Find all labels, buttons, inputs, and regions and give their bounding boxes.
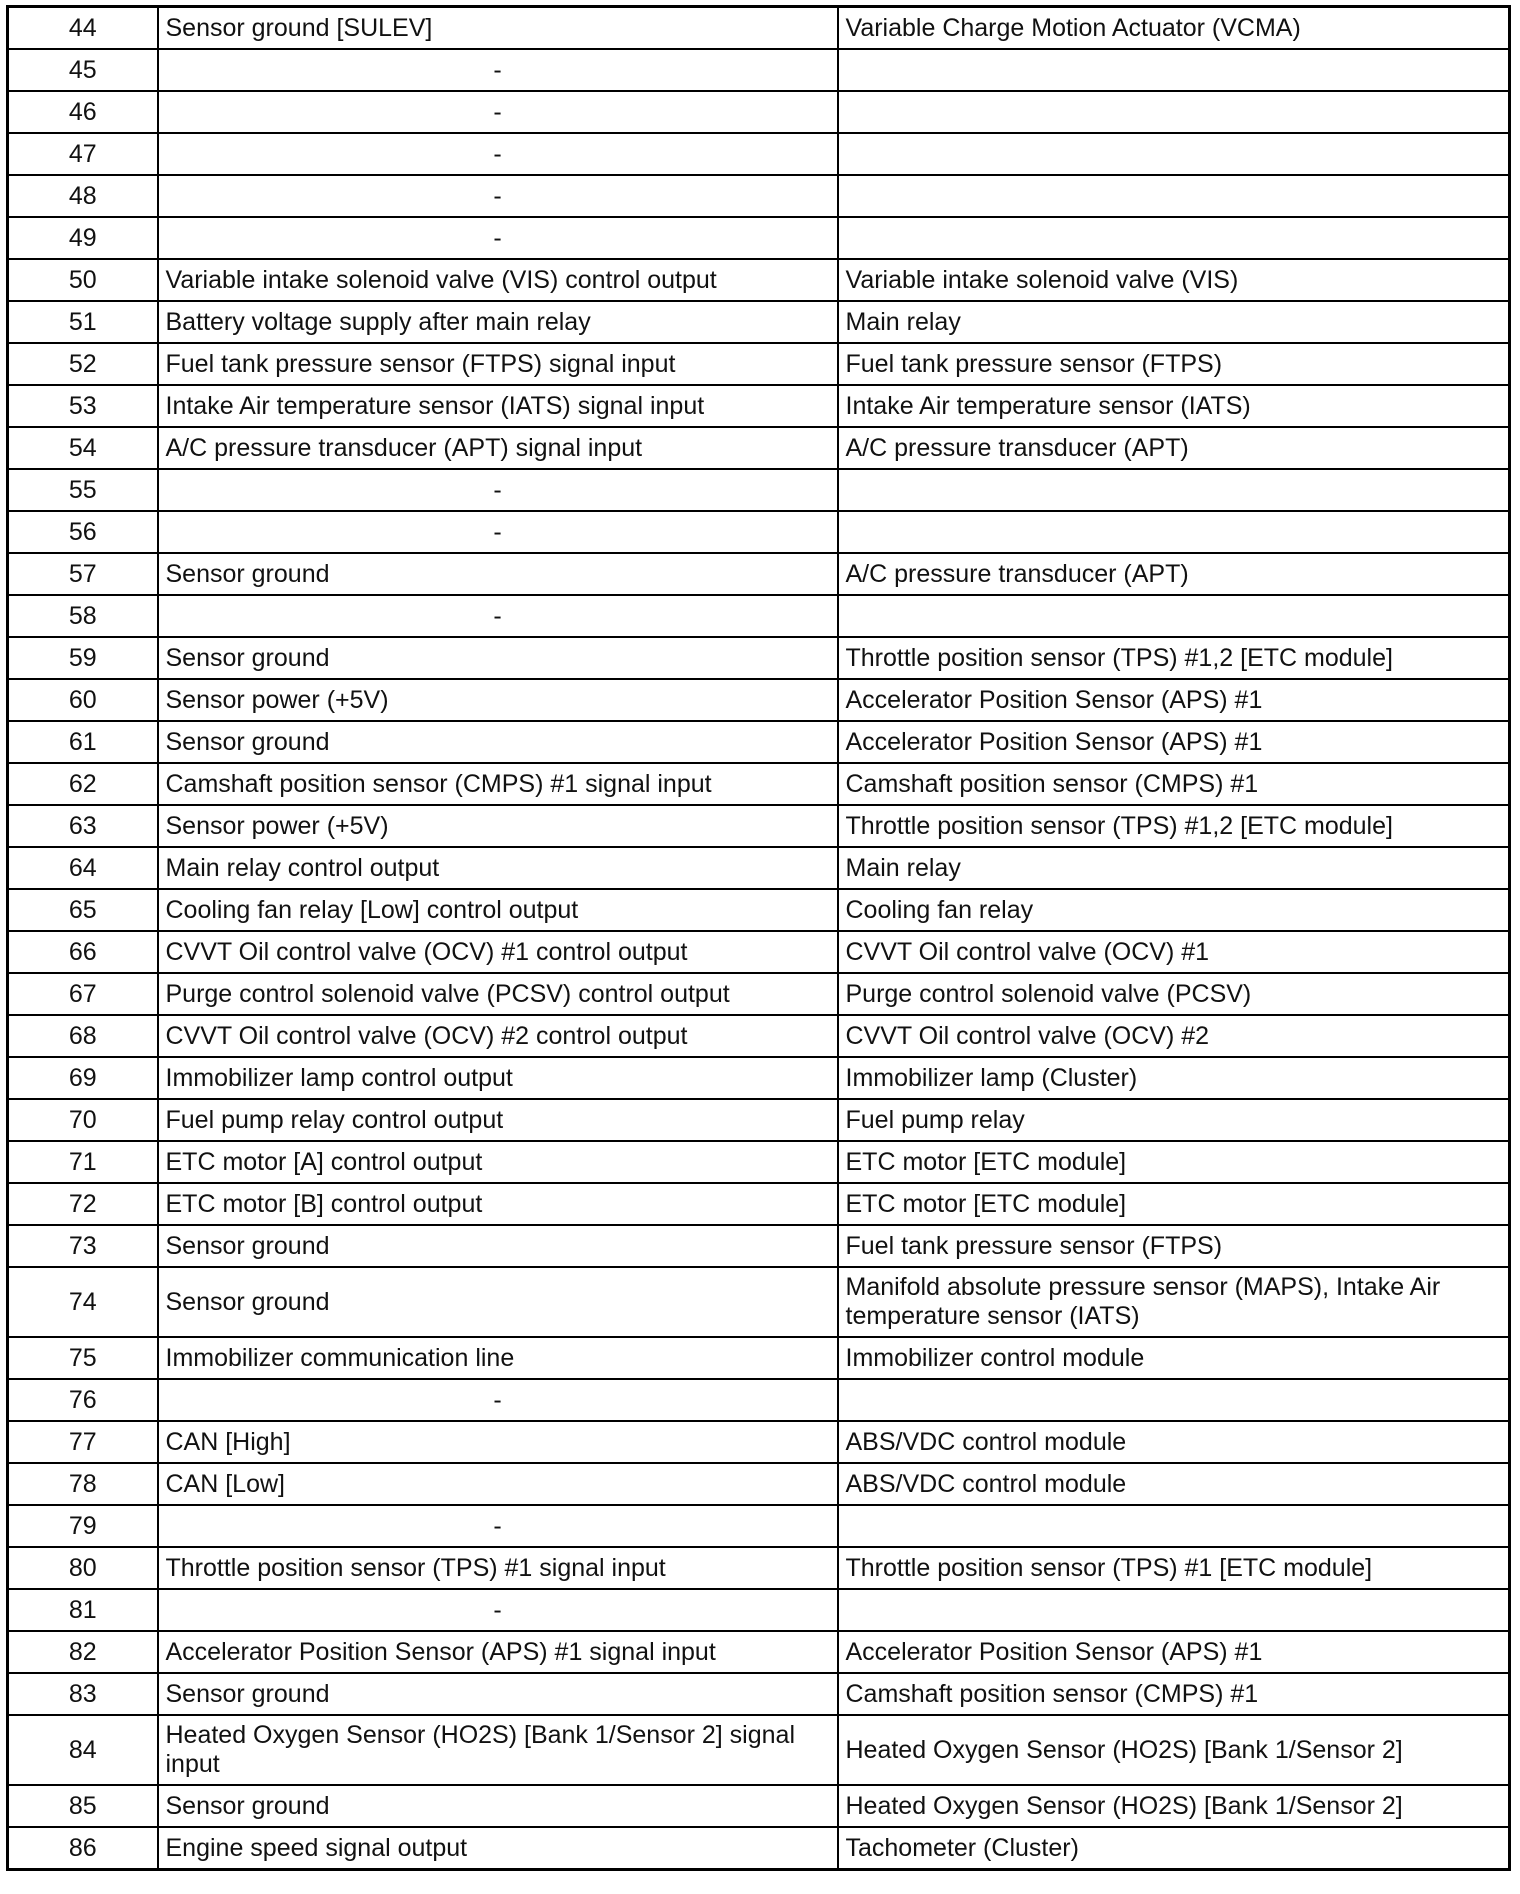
pin-number-cell: 57 bbox=[8, 553, 158, 595]
connected-to-cell: ETC motor [ETC module] bbox=[838, 1183, 1510, 1225]
connected-to-cell: Main relay bbox=[838, 301, 1510, 343]
pin-description-cell: Sensor ground bbox=[158, 721, 838, 763]
pin-number-cell: 52 bbox=[8, 343, 158, 385]
table-row bbox=[8, 7, 1510, 50]
table-row bbox=[8, 427, 1510, 469]
connected-to-cell: Heated Oxygen Sensor (HO2S) [Bank 1/Sensor 2] bbox=[838, 1785, 1510, 1827]
pin-number-cell: 58 bbox=[8, 595, 158, 637]
table-row bbox=[8, 679, 1510, 721]
pin-description-cell: A/C pressure transducer (APT) signal input bbox=[158, 427, 838, 469]
pin-assignment-table bbox=[6, 5, 1511, 1871]
table-row bbox=[8, 133, 1510, 175]
pin-number-cell: 67 bbox=[8, 973, 158, 1015]
connected-to-cell bbox=[838, 217, 1510, 259]
connected-to-cell: ETC motor [ETC module] bbox=[838, 1141, 1510, 1183]
pin-description-cell: Sensor ground bbox=[158, 553, 838, 595]
pin-number-cell: 54 bbox=[8, 427, 158, 469]
pin-description-cell: CVVT Oil control valve (OCV) #2 control output bbox=[158, 1015, 838, 1057]
pin-number-cell: 72 bbox=[8, 1183, 158, 1225]
pin-description-cell: - bbox=[158, 469, 838, 511]
pin-number-cell: 45 bbox=[8, 49, 158, 91]
connected-to-cell: Purge control solenoid valve (PCSV) bbox=[838, 973, 1510, 1015]
table-row bbox=[8, 1337, 1510, 1379]
connected-to-cell bbox=[838, 595, 1510, 637]
pin-number-cell: 73 bbox=[8, 1225, 158, 1267]
connected-to-cell: Fuel tank pressure sensor (FTPS) bbox=[838, 343, 1510, 385]
pin-number-cell: 77 bbox=[8, 1421, 158, 1463]
pin-description-cell: Camshaft position sensor (CMPS) #1 signal input bbox=[158, 763, 838, 805]
pin-description-cell: Sensor ground bbox=[158, 1785, 838, 1827]
pin-number-cell: 47 bbox=[8, 133, 158, 175]
pin-number-cell: 84 bbox=[8, 1715, 158, 1785]
pin-description-cell: - bbox=[158, 49, 838, 91]
pin-number-cell: 56 bbox=[8, 511, 158, 553]
pin-description-cell: Sensor ground bbox=[158, 1267, 838, 1337]
table-row bbox=[8, 763, 1510, 805]
connected-to-cell: A/C pressure transducer (APT) bbox=[838, 553, 1510, 595]
connected-to-cell bbox=[838, 175, 1510, 217]
pin-number-cell: 70 bbox=[8, 1099, 158, 1141]
pin-description-cell: Sensor ground bbox=[158, 1225, 838, 1267]
table-row bbox=[8, 1057, 1510, 1099]
pin-number-cell: 55 bbox=[8, 469, 158, 511]
connected-to-cell: Immobilizer lamp (Cluster) bbox=[838, 1057, 1510, 1099]
connected-to-cell: Fuel tank pressure sensor (FTPS) bbox=[838, 1225, 1510, 1267]
pin-description-cell: Sensor ground [SULEV] bbox=[158, 7, 838, 50]
pin-number-cell: 80 bbox=[8, 1547, 158, 1589]
connected-to-cell: Camshaft position sensor (CMPS) #1 bbox=[838, 1673, 1510, 1715]
pin-description-cell: Main relay control output bbox=[158, 847, 838, 889]
connected-to-cell bbox=[838, 1505, 1510, 1547]
pin-table-body bbox=[8, 7, 1510, 1870]
table-row bbox=[8, 1379, 1510, 1421]
connected-to-cell: Accelerator Position Sensor (APS) #1 bbox=[838, 721, 1510, 763]
connected-to-cell bbox=[838, 1589, 1510, 1631]
table-row bbox=[8, 805, 1510, 847]
pin-description-cell: CVVT Oil control valve (OCV) #1 control output bbox=[158, 931, 838, 973]
pin-description-cell: Fuel tank pressure sensor (FTPS) signal input bbox=[158, 343, 838, 385]
pin-description-cell: Immobilizer lamp control output bbox=[158, 1057, 838, 1099]
pin-description-cell: ETC motor [B] control output bbox=[158, 1183, 838, 1225]
pin-number-cell: 85 bbox=[8, 1785, 158, 1827]
pin-number-cell: 59 bbox=[8, 637, 158, 679]
pin-number-cell: 50 bbox=[8, 259, 158, 301]
pin-number-cell: 71 bbox=[8, 1141, 158, 1183]
pin-number-cell: 81 bbox=[8, 1589, 158, 1631]
table-row bbox=[8, 259, 1510, 301]
pin-description-cell: - bbox=[158, 1379, 838, 1421]
connected-to-cell bbox=[838, 133, 1510, 175]
pin-description-cell: Sensor power (+5V) bbox=[158, 805, 838, 847]
connected-to-cell: Camshaft position sensor (CMPS) #1 bbox=[838, 763, 1510, 805]
pin-description-cell: - bbox=[158, 1505, 838, 1547]
pin-description-cell: CAN [Low] bbox=[158, 1463, 838, 1505]
pin-description-cell: - bbox=[158, 91, 838, 133]
pin-number-cell: 69 bbox=[8, 1057, 158, 1099]
connected-to-cell: Throttle position sensor (TPS) #1,2 [ETC module] bbox=[838, 805, 1510, 847]
table-row bbox=[8, 1099, 1510, 1141]
table-row bbox=[8, 847, 1510, 889]
connected-to-cell: Variable Charge Motion Actuator (VCMA) bbox=[838, 7, 1510, 50]
pin-number-cell: 79 bbox=[8, 1505, 158, 1547]
table-row bbox=[8, 889, 1510, 931]
pin-description-cell: Cooling fan relay [Low] control output bbox=[158, 889, 838, 931]
pin-description-cell: Sensor ground bbox=[158, 637, 838, 679]
table-row bbox=[8, 1673, 1510, 1715]
connected-to-cell: Cooling fan relay bbox=[838, 889, 1510, 931]
pin-description-cell: Immobilizer communication line bbox=[158, 1337, 838, 1379]
table-row bbox=[8, 1631, 1510, 1673]
pin-number-cell: 75 bbox=[8, 1337, 158, 1379]
pin-description-cell: Sensor ground bbox=[158, 1673, 838, 1715]
connected-to-cell: ABS/VDC control module bbox=[838, 1421, 1510, 1463]
table-row bbox=[8, 1225, 1510, 1267]
pin-number-cell: 51 bbox=[8, 301, 158, 343]
connected-to-cell: Variable intake solenoid valve (VIS) bbox=[838, 259, 1510, 301]
pin-number-cell: 64 bbox=[8, 847, 158, 889]
table-row bbox=[8, 1547, 1510, 1589]
pin-number-cell: 78 bbox=[8, 1463, 158, 1505]
pin-description-cell: Purge control solenoid valve (PCSV) control output bbox=[158, 973, 838, 1015]
table-row bbox=[8, 1421, 1510, 1463]
pin-description-cell: Throttle position sensor (TPS) #1 signal input bbox=[158, 1547, 838, 1589]
pin-description-cell: - bbox=[158, 1589, 838, 1631]
table-row bbox=[8, 637, 1510, 679]
pin-number-cell: 46 bbox=[8, 91, 158, 133]
connected-to-cell: Fuel pump relay bbox=[838, 1099, 1510, 1141]
pin-description-cell: - bbox=[158, 133, 838, 175]
connected-to-cell: Immobilizer control module bbox=[838, 1337, 1510, 1379]
connected-to-cell: Throttle position sensor (TPS) #1 [ETC module] bbox=[838, 1547, 1510, 1589]
pin-description-cell: Accelerator Position Sensor (APS) #1 signal input bbox=[158, 1631, 838, 1673]
table-row bbox=[8, 1715, 1510, 1785]
pin-description-cell: Heated Oxygen Sensor (HO2S) [Bank 1/Sensor 2] signal input bbox=[158, 1715, 838, 1785]
connected-to-cell: Heated Oxygen Sensor (HO2S) [Bank 1/Sensor 2] bbox=[838, 1715, 1510, 1785]
table-row bbox=[8, 1141, 1510, 1183]
connected-to-cell: CVVT Oil control valve (OCV) #2 bbox=[838, 1015, 1510, 1057]
pin-description-cell: - bbox=[158, 217, 838, 259]
pin-number-cell: 65 bbox=[8, 889, 158, 931]
pin-description-cell: Variable intake solenoid valve (VIS) control output bbox=[158, 259, 838, 301]
connected-to-cell: CVVT Oil control valve (OCV) #1 bbox=[838, 931, 1510, 973]
pin-number-cell: 48 bbox=[8, 175, 158, 217]
table-row bbox=[8, 175, 1510, 217]
table-row bbox=[8, 301, 1510, 343]
pin-number-cell: 61 bbox=[8, 721, 158, 763]
connected-to-cell bbox=[838, 1379, 1510, 1421]
table-row bbox=[8, 385, 1510, 427]
table-row bbox=[8, 469, 1510, 511]
table-row bbox=[8, 553, 1510, 595]
connected-to-cell bbox=[838, 469, 1510, 511]
pin-number-cell: 74 bbox=[8, 1267, 158, 1337]
table-row bbox=[8, 1463, 1510, 1505]
connected-to-cell: Intake Air temperature sensor (IATS) bbox=[838, 385, 1510, 427]
pin-description-cell: - bbox=[158, 595, 838, 637]
table-row bbox=[8, 343, 1510, 385]
table-row bbox=[8, 931, 1510, 973]
pin-number-cell: 44 bbox=[8, 7, 158, 50]
pin-description-cell: - bbox=[158, 175, 838, 217]
pin-description-cell: CAN [High] bbox=[158, 1421, 838, 1463]
table-row bbox=[8, 49, 1510, 91]
table-row bbox=[8, 721, 1510, 763]
pin-description-cell: Engine speed signal output bbox=[158, 1827, 838, 1870]
table-row bbox=[8, 511, 1510, 553]
table-row bbox=[8, 595, 1510, 637]
pin-number-cell: 49 bbox=[8, 217, 158, 259]
pin-number-cell: 86 bbox=[8, 1827, 158, 1870]
connected-to-cell: Throttle position sensor (TPS) #1,2 [ETC module] bbox=[838, 637, 1510, 679]
connected-to-cell: Accelerator Position Sensor (APS) #1 bbox=[838, 679, 1510, 721]
connected-to-cell bbox=[838, 511, 1510, 553]
table-row bbox=[8, 1015, 1510, 1057]
pin-description-cell: ETC motor [A] control output bbox=[158, 1141, 838, 1183]
connected-to-cell: Main relay bbox=[838, 847, 1510, 889]
pin-number-cell: 60 bbox=[8, 679, 158, 721]
table-row bbox=[8, 1183, 1510, 1225]
connected-to-cell: Manifold absolute pressure sensor (MAPS), Intake Air temperature sensor (IATS) bbox=[838, 1267, 1510, 1337]
connected-to-cell: A/C pressure transducer (APT) bbox=[838, 427, 1510, 469]
pin-number-cell: 68 bbox=[8, 1015, 158, 1057]
pin-description-cell: Intake Air temperature sensor (IATS) signal input bbox=[158, 385, 838, 427]
table-row bbox=[8, 217, 1510, 259]
connected-to-cell: Tachometer (Cluster) bbox=[838, 1827, 1510, 1870]
pin-number-cell: 82 bbox=[8, 1631, 158, 1673]
connected-to-cell bbox=[838, 91, 1510, 133]
connected-to-cell bbox=[838, 49, 1510, 91]
pin-number-cell: 83 bbox=[8, 1673, 158, 1715]
pin-description-cell: - bbox=[158, 511, 838, 553]
pin-number-cell: 62 bbox=[8, 763, 158, 805]
connected-to-cell: ABS/VDC control module bbox=[838, 1463, 1510, 1505]
table-row bbox=[8, 1505, 1510, 1547]
table-row bbox=[8, 1827, 1510, 1870]
pin-number-cell: 63 bbox=[8, 805, 158, 847]
pin-number-cell: 76 bbox=[8, 1379, 158, 1421]
pin-description-cell: Fuel pump relay control output bbox=[158, 1099, 838, 1141]
table-row bbox=[8, 1589, 1510, 1631]
pin-number-cell: 66 bbox=[8, 931, 158, 973]
table-row bbox=[8, 1267, 1510, 1337]
table-row bbox=[8, 1785, 1510, 1827]
table-row bbox=[8, 973, 1510, 1015]
pin-description-cell: Sensor power (+5V) bbox=[158, 679, 838, 721]
pin-description-cell: Battery voltage supply after main relay bbox=[158, 301, 838, 343]
connected-to-cell: Accelerator Position Sensor (APS) #1 bbox=[838, 1631, 1510, 1673]
pin-number-cell: 53 bbox=[8, 385, 158, 427]
table-row bbox=[8, 91, 1510, 133]
